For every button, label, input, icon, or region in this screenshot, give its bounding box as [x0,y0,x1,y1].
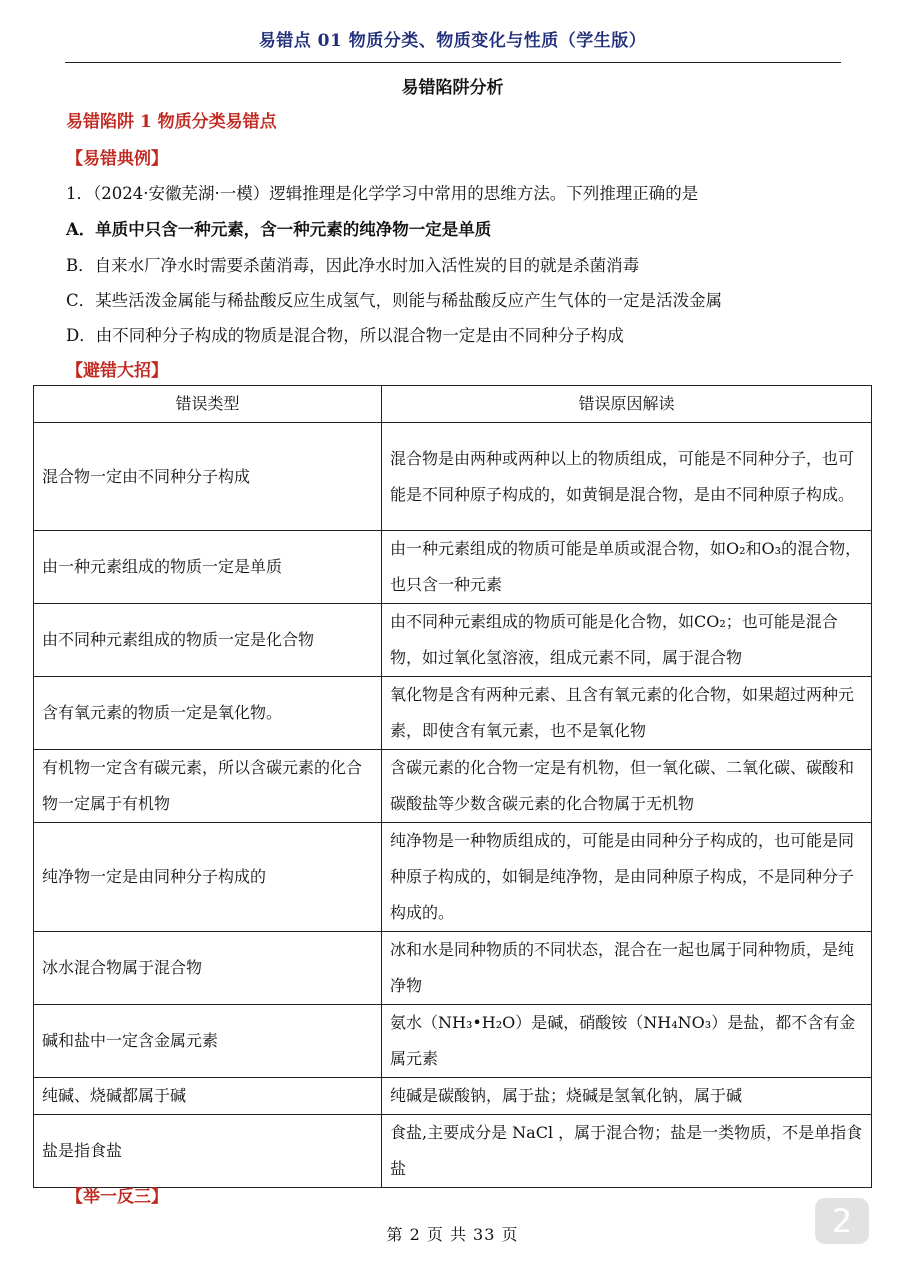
table-row [34,423,872,531]
error-type-cell: 由一种元素组成的物质一定是单质 [34,531,382,604]
table-row [34,604,872,677]
table-row [34,823,872,932]
error-type-cell: 盐是指食盐 [34,1115,382,1188]
option-d: D．由不同种分子构成的物质是混合物，所以混合物一定是由不同种分子构成 [66,326,624,345]
table-row [34,750,872,823]
table-row [34,677,872,750]
error-type-cell: 碱和盐中一定含金属元素 [34,1005,382,1078]
table-header-row [34,386,872,423]
header-divider [65,62,841,63]
error-type-cell: 有机物一定含有碳元素，所以含碳元素的化合物一定属于有机物 [34,750,382,823]
reason-cell: 氧化物是含有两种元素、且含有氧元素的化合物，如果超过两种元素，即使含有氧元素，也不是氧化物 [382,677,872,750]
table-row [34,531,872,604]
reason-cell: 纯碱是碳酸钠，属于盐；烧碱是氢氧化钠，属于碱 [382,1078,872,1115]
error-type-cell: 混合物一定由不同种分子构成 [34,423,382,531]
document-header-title: 易错点 01 物质分类、物质变化与性质（学生版） [258,31,647,51]
section-title: 易错陷阱分析 [401,78,504,98]
table-row [34,1078,872,1115]
column-header-error-type: 错误类型 [34,386,382,423]
table-row [34,1005,872,1078]
reason-cell: 食盐,主要成分是 NaCl ，属于混合物；盐是一类物质，不是单指食盐 [382,1115,872,1188]
reason-cell: 含碳元素的化合物一定是有机物，但一氧化碳、二氧化碳、碳酸和碳酸盐等少数含碳元素的化合物属于无机物 [382,750,872,823]
error-types-table [33,385,872,1188]
question-stem: 1．（2024·安徽芜湖·一模）逻辑推理是化学学习中常用的思维方法。下列推理正确的是 [66,184,699,203]
trap-title: 易错陷阱 1 物质分类易错点 [66,112,277,132]
error-type-cell: 纯碱、烧碱都属于碱 [34,1078,382,1115]
reason-cell: 由一种元素组成的物质可能是单质或混合物，如O₂和O₃的混合物，也只含一种元素 [382,531,872,604]
reason-cell: 混合物是由两种或两种以上的物质组成，可能是不同种分子，也可能是不同种原子构成的，如黄铜是混合物，是由不同种原子构成。 [382,423,872,531]
table-row [34,932,872,1005]
option-c: C．某些活泼金属能与稀盐酸反应生成氢气，则能与稀盐酸反应产生气体的一定是活泼金属 [66,291,723,310]
option-b: B．自来水厂净水时需要杀菌消毒，因此净水时加入活性炭的目的就是杀菌消毒 [66,256,640,275]
error-type-cell: 冰水混合物属于混合物 [34,932,382,1005]
error-type-cell: 纯净物一定是由同种分子构成的 [34,823,382,932]
error-type-cell: 含有氧元素的物质一定是氧化物。 [34,677,382,750]
reason-cell: 由不同种元素组成的物质可能是化合物，如CO₂；也可能是混合物，如过氧化氢溶液，组成元素不同，属于混合物 [382,604,872,677]
reason-cell: 纯净物是一种物质组成的，可能是由同种分子构成的，也可能是同种原子构成的，如铜是纯净物，是由同种原子构成，不是同种分子构成的。 [382,823,872,932]
page-footer: 第 2 页 共 33 页 [386,1225,519,1244]
example-heading: 【易错典例】 [66,149,168,169]
tips-heading: 【避错大招】 [66,361,168,381]
reason-cell: 冰和水是同种物质的不同状态，混合在一起也属于同种物质，是纯净物 [382,932,872,1005]
page-number-badge: 2 [815,1198,869,1244]
table-row [34,1115,872,1188]
option-a: A．单质中只含一种元素，含一种元素的纯净物一定是单质 [66,220,492,239]
column-header-reason: 错误原因解读 [382,386,872,423]
practice-heading: 【举一反三】 [66,1187,168,1207]
reason-cell: 氨水（NH₃•H₂O）是碱，硝酸铵（NH₄NO₃）是盐，都不含有金属元素 [382,1005,872,1078]
error-type-cell: 由不同种元素组成的物质一定是化合物 [34,604,382,677]
